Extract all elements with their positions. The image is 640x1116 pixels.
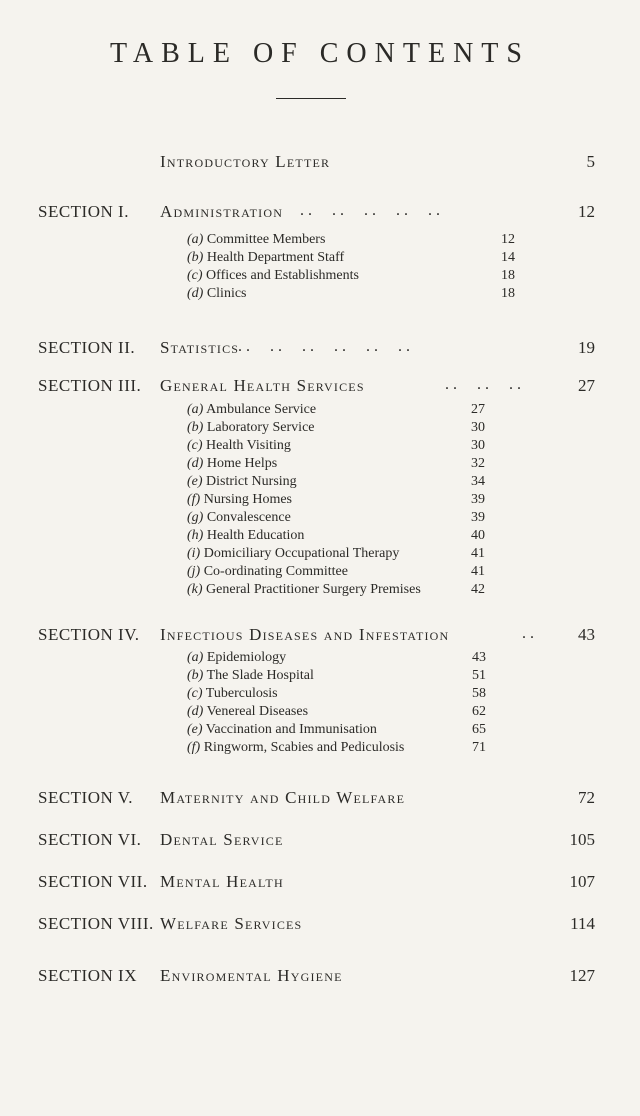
section-number: SECTION IV. xyxy=(38,625,140,644)
subsection-entry xyxy=(187,704,308,720)
subsection-letter: (a) xyxy=(187,650,204,665)
subsection-page: 65 xyxy=(472,722,486,737)
subsection-entry xyxy=(187,232,325,248)
subsection-letter: (b) xyxy=(187,668,204,683)
subsection-page: 12 xyxy=(501,232,515,247)
subsection-row xyxy=(0,546,640,564)
subsection-label: Health Education xyxy=(206,528,305,543)
subsection-row xyxy=(0,420,640,438)
subsection-row xyxy=(0,686,640,704)
subsection-row xyxy=(0,668,640,686)
subsection-entry xyxy=(187,456,277,472)
section-number: SECTION III. xyxy=(38,376,142,395)
page-title: TABLE OF CONTENTS xyxy=(110,38,530,69)
subsection-letter: (f) xyxy=(187,740,201,755)
section-heading: Dental Service xyxy=(160,830,284,849)
subsection-row xyxy=(0,582,640,600)
subsection-row xyxy=(0,528,640,546)
subsection-label: Committee Members xyxy=(206,232,326,247)
subsection-entry xyxy=(187,686,278,702)
section-row xyxy=(0,914,640,938)
section-heading: Statistics xyxy=(160,338,240,357)
subsection-letter: (c) xyxy=(187,686,203,701)
section-page: 72 xyxy=(578,788,595,807)
section-number: SECTION VIII. xyxy=(38,914,154,933)
subsection-letter: (i) xyxy=(187,546,201,561)
subsection-page: 41 xyxy=(471,546,485,561)
section-heading: Infectious Diseases and Infestation xyxy=(160,625,450,644)
subsection-row xyxy=(0,286,640,304)
subsection-page: 30 xyxy=(471,438,485,453)
subsection-row xyxy=(0,250,640,268)
subsection-entry xyxy=(187,474,297,490)
subsection-entry xyxy=(187,510,291,526)
section-page: 12 xyxy=(578,202,595,221)
section-row xyxy=(0,338,640,362)
subsection-letter: (j) xyxy=(187,564,201,579)
section-page: 19 xyxy=(578,338,595,357)
dot-leader: . . . . . . xyxy=(445,376,521,393)
section-heading: Mental Health xyxy=(160,872,284,891)
dot-leader: . . . . . . . . . . xyxy=(300,202,440,219)
subsection-label: Epidemiology xyxy=(206,650,287,665)
subsection-label: District Nursing xyxy=(206,474,297,489)
intro-page: 5 xyxy=(586,152,595,171)
section-heading: Welfare Services xyxy=(160,914,303,933)
subsection-letter: (a) xyxy=(187,232,204,247)
subsection-row xyxy=(0,456,640,474)
subsection-entry xyxy=(187,268,359,284)
section-number: SECTION II. xyxy=(38,338,136,357)
subsection-page: 43 xyxy=(472,650,486,665)
title-rule xyxy=(276,98,346,99)
subsection-letter: (c) xyxy=(187,268,203,283)
subsection-label: Health Visiting xyxy=(206,438,291,453)
subsection-letter: (a) xyxy=(187,402,204,417)
subsection-entry xyxy=(187,668,314,684)
section-number: SECTION VI. xyxy=(38,830,142,849)
subsection-label: Ringworm, Scabies and Pediculosis xyxy=(203,740,405,755)
section-page: 127 xyxy=(569,966,595,985)
subsection-label: Co-ordinating Committee xyxy=(203,564,348,579)
subsection-row xyxy=(0,268,640,286)
subsection-label: Health Department Staff xyxy=(206,250,345,265)
subsection-row xyxy=(0,232,640,250)
subsection-entry xyxy=(187,528,304,544)
subsection-letter: (b) xyxy=(187,250,204,265)
subsection-entry xyxy=(187,740,404,756)
subsection-page: 27 xyxy=(471,402,485,417)
subsection-row xyxy=(0,402,640,420)
subsection-label: Domiciliary Occupational Therapy xyxy=(203,546,400,561)
subsection-row xyxy=(0,722,640,740)
subsection-label: Nursing Homes xyxy=(203,492,292,507)
subsection-entry xyxy=(187,492,292,508)
section-row xyxy=(0,830,640,854)
subsection-label: Vaccination and Immunisation xyxy=(205,722,377,737)
subsection-label: The Slade Hospital xyxy=(206,668,314,683)
section-heading: General Health Services xyxy=(160,376,365,395)
intro-row xyxy=(0,152,640,176)
subsection-label: Ambulance Service xyxy=(206,402,317,417)
subsection-page: 39 xyxy=(471,510,485,525)
subsection-letter: (c) xyxy=(187,438,203,453)
subsection-label: General Practitioner Surgery Premises xyxy=(206,582,421,597)
section-page: 105 xyxy=(569,830,595,849)
subsection-entry xyxy=(187,286,247,302)
subsection-entry xyxy=(187,438,291,454)
section-number: SECTION VII. xyxy=(38,872,148,891)
subsection-letter: (e) xyxy=(187,722,203,737)
subsection-page: 14 xyxy=(501,250,515,265)
subsection-row xyxy=(0,474,640,492)
subsection-page: 30 xyxy=(471,420,485,435)
subsection-row xyxy=(0,492,640,510)
subsection-letter: (k) xyxy=(187,582,203,597)
section-row xyxy=(0,376,640,400)
section-row xyxy=(0,788,640,812)
subsection-label: Clinics xyxy=(206,286,247,301)
section-number: SECTION IX xyxy=(38,966,137,985)
subsection-letter: (e) xyxy=(187,474,203,489)
subsection-page: 41 xyxy=(471,564,485,579)
subsection-letter: (h) xyxy=(187,528,204,543)
subsection-letter: (d) xyxy=(187,286,204,301)
subsection-entry xyxy=(187,722,377,738)
section-row xyxy=(0,202,640,226)
subsection-letter: (d) xyxy=(187,704,204,719)
subsection-label: Venereal Diseases xyxy=(206,704,309,719)
subsection-label: Convalescence xyxy=(206,510,291,525)
subsection-label: Laboratory Service xyxy=(206,420,315,435)
subsection-letter: (f) xyxy=(187,492,201,507)
section-number: SECTION V. xyxy=(38,788,134,807)
subsection-label: Offices and Establishments xyxy=(206,268,359,283)
subsection-page: 18 xyxy=(501,268,515,283)
subsection-page: 62 xyxy=(472,704,486,719)
section-heading: Maternity and Child Welfare xyxy=(160,788,406,807)
subsection-row xyxy=(0,740,640,758)
subsection-row xyxy=(0,564,640,582)
subsection-page: 42 xyxy=(471,582,485,597)
subsection-entry xyxy=(187,420,315,436)
subsection-letter: (g) xyxy=(187,510,204,525)
subsection-row xyxy=(0,438,640,456)
subsection-page: 34 xyxy=(471,474,485,489)
dot-leader: . . xyxy=(522,625,534,642)
section-row xyxy=(0,625,640,649)
intro-heading: Introductory Letter xyxy=(160,152,331,171)
section-heading: Administration xyxy=(160,202,284,221)
subsection-entry xyxy=(187,650,286,666)
subsection-page: 40 xyxy=(471,528,485,543)
subsection-page: 18 xyxy=(501,286,515,301)
subsection-page: 58 xyxy=(472,686,486,701)
subsection-row xyxy=(0,704,640,722)
subsection-letter: (d) xyxy=(187,456,204,471)
dot-leader: . . . . . . . . . . . . xyxy=(238,338,410,355)
section-row xyxy=(0,966,640,990)
section-page: 27 xyxy=(578,376,595,395)
subsection-entry xyxy=(187,564,348,580)
subsection-label: Home Helps xyxy=(206,456,278,471)
section-page: 114 xyxy=(570,914,595,933)
subsection-row xyxy=(0,650,640,668)
section-page: 107 xyxy=(569,872,595,891)
subsection-entry xyxy=(187,402,316,418)
subsection-label: Tuberculosis xyxy=(205,686,278,701)
subsection-page: 71 xyxy=(472,740,486,755)
subsection-entry xyxy=(187,250,344,266)
subsection-letter: (b) xyxy=(187,420,204,435)
subsection-entry xyxy=(187,582,421,598)
section-page: 43 xyxy=(578,625,595,644)
subsection-page: 39 xyxy=(471,492,485,507)
section-row xyxy=(0,872,640,896)
section-number: SECTION I. xyxy=(38,202,129,221)
subsection-entry xyxy=(187,546,399,562)
subsection-page: 32 xyxy=(471,456,485,471)
subsection-page: 51 xyxy=(472,668,486,683)
section-heading: Enviromental Hygiene xyxy=(160,966,343,985)
subsection-row xyxy=(0,510,640,528)
